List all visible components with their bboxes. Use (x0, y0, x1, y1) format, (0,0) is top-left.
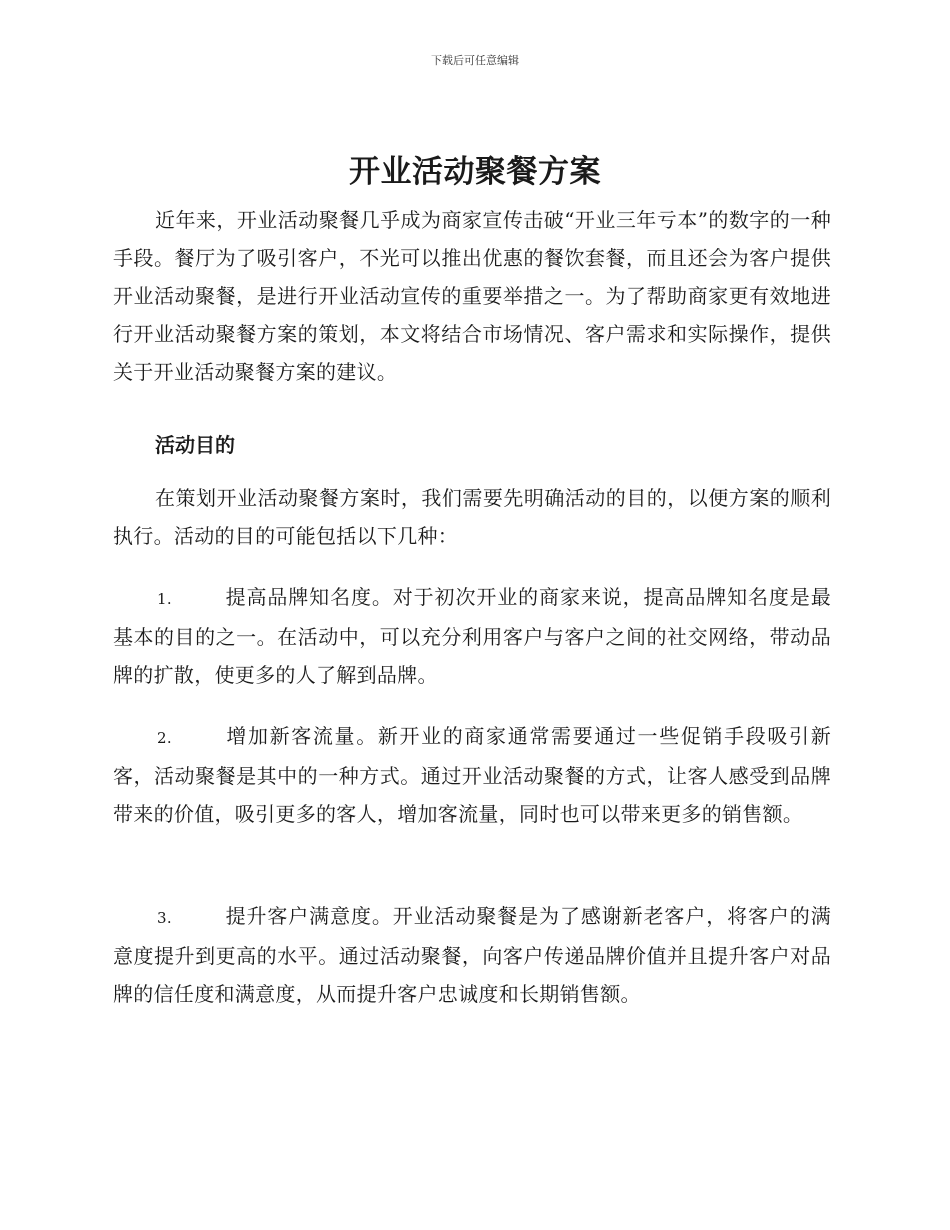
section-intro-paragraph: 在策划开业活动聚餐方案时，我们需要先明确活动的目的，以便方案的顺利执行。活动的目的可能包括以下几种： (113, 486, 831, 548)
list-item-number: 2. (157, 729, 172, 747)
list-item-text: 提升客户满意度。开业活动聚餐是为了感谢新老客户，将客户的满意度提升到更高的水平。通过活动聚餐，向客户传递品牌价值并且提升客户对品牌的信任度和满意度，从而提升客户忠诚度和长期销售额。 (113, 904, 831, 1006)
list-item-number: 3. (157, 909, 172, 927)
list-item-number: 1. (157, 590, 172, 608)
list-item-text: 增加新客流量。新开业的商家通常需要通过一些促销手段吸引新客，活动聚餐是其中的一种方式。通过开业活动聚餐的方式，让客人感受到品牌带来的价值，吸引更多的客人，增加客流量，同时也可以带来更多的销售额。 (113, 724, 831, 826)
intro-paragraph: 近年来，开业活动聚餐几乎成为商家宣传击破“开业三年亏本”的数字的一种手段。餐厅为了吸引客户，不光可以推出优惠的餐饮套餐，而且还会为客户提供开业活动聚餐，是进行开业活动宣传的重要举措之一。为了帮助商家更有效地进行开业活动聚餐方案的策划，本文将结合市场情况、客户需求和实际操作，提供关于开业活动聚餐方案的建议。 (113, 208, 831, 384)
list-item-text: 提高品牌知名度。对于初次开业的商家来说，提高品牌知名度是最基本的目的之一。在活动中，可以充分利用客户与客户之间的社交网络，带动品牌的扩散，使更多的人了解到品牌。 (113, 585, 831, 687)
section-heading: 活动目的 (155, 433, 235, 457)
list-item (113, 717, 831, 833)
document-title: 开业活动聚餐方案 (349, 154, 601, 190)
header-note: 下载后可任意编辑 (431, 54, 519, 67)
list-item (113, 897, 831, 1013)
list-item (113, 578, 831, 694)
